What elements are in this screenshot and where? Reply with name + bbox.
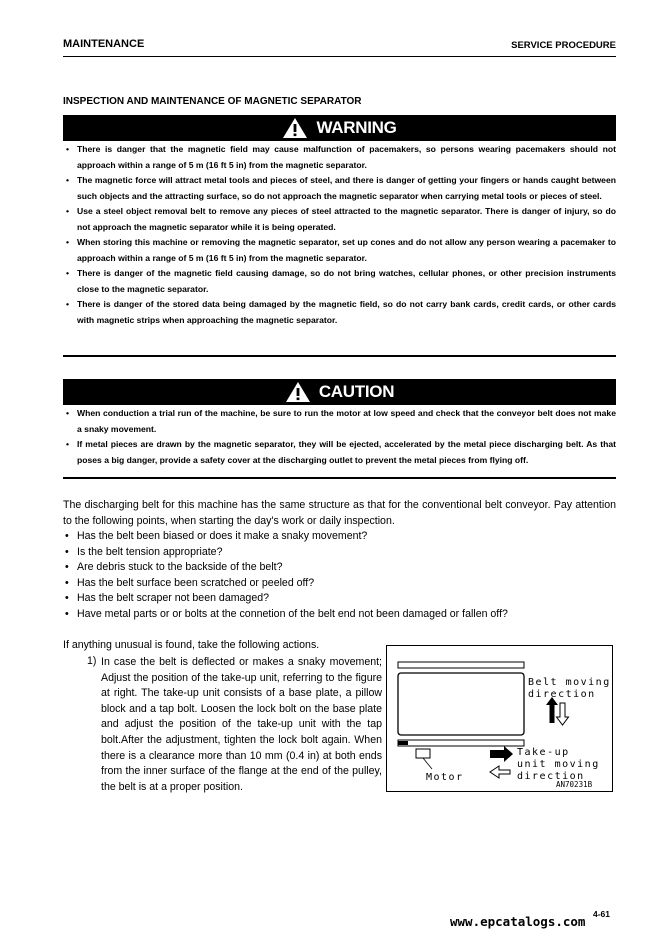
list-item: • There is danger of the magnetic field causing damage, so do not bring watches, cellular phones, or other precision instruments close to the magnetic separator. xyxy=(63,266,616,297)
website-watermark: www.epcatalogs.com xyxy=(450,914,586,929)
warning-bottom-rule xyxy=(63,355,616,357)
warning-triangle-icon xyxy=(285,381,311,403)
section-title: INSPECTION AND MAINTENANCE OF MAGNETIC SEPARATOR xyxy=(63,96,362,107)
list-item: • There is danger that the magnetic field may cause malfunction of pacemakers, so persons wearing pacemakers should not approach within a range of 5 m (16 ft 5 in) from the magnetic separator. xyxy=(63,142,616,173)
list-item: • Is the belt tension appropriate? xyxy=(63,545,616,561)
header-rule xyxy=(63,56,616,57)
list-item: • Have metal parts or or bolts at the connetion of the belt end not been damaged or fallen off? xyxy=(63,607,616,623)
warning-title: WARNING xyxy=(316,118,397,137)
list-item: • Has the belt surface been scratched or peeled off? xyxy=(63,576,616,592)
take-up-unit-figure xyxy=(386,645,613,792)
list-item: • Use a steel object removal belt to remove any pieces of steel attracted to the magnetic separator. There is danger of injury, so do not approach the magnetic separator while it is being operated. xyxy=(63,204,616,235)
list-item: • If metal pieces are drawn by the magnetic separator, they will be ejected, accelerated by the metal piece discharging belt. As that poses a big danger, provide a safety cover at the discharging outlet to prevent the metal pieces from flying off. xyxy=(63,437,616,468)
caution-list xyxy=(63,406,616,468)
figure-label-takeup-2: unit moving xyxy=(517,759,600,770)
warning-list xyxy=(63,142,616,328)
list-item: • Has the belt scraper not been damaged? xyxy=(63,591,616,607)
figure-label-takeup-3: direction xyxy=(517,771,585,782)
list-item: • There is danger of the stored data being damaged by the magnetic field, so do not carry bank cards, credit cards, or other cards with magnetic strips when approaching the magnetic separator. xyxy=(63,297,616,328)
intro-paragraph: The discharging belt for this machine has the same structure as that for the conventional belt conveyor. Pay attention to the following points, when starting the day's work or daily inspection. xyxy=(63,499,616,527)
list-item: • Are debris stuck to the backside of the belt? xyxy=(63,560,616,576)
figure-label-belt-1: Belt moving xyxy=(528,677,611,688)
caution-bottom-rule xyxy=(63,477,616,479)
figure-label-takeup-1: Take-up xyxy=(517,747,570,758)
figure-label-belt-2: direction xyxy=(528,689,596,700)
step-number: 1) xyxy=(87,655,97,667)
figure-label-motor: Motor xyxy=(426,772,464,783)
list-item: • When storing this machine or removing the magnetic separator, set up cones and do not allow any person wearing a pacemaker to approach within a range of 5 m (16 ft 5 in) from the magnetic separator. xyxy=(63,235,616,266)
page-number: 4-61 xyxy=(593,909,611,919)
warning-banner xyxy=(63,115,616,141)
warning-triangle-icon xyxy=(282,117,308,139)
header-right: SERVICE PROCEDURE xyxy=(511,40,616,51)
caution-title: CAUTION xyxy=(318,382,395,401)
list-item: • The magnetic force will attract metal tools and pieces of steel, and there is danger of getting your fingers or hands caught between such objects and the attracting surface, so do not approach the magnetic separator when carrying metal tools or pieces of steel. xyxy=(63,173,616,204)
list-item: • When conduction a trial run of the machine, be sure to run the motor at low speed and check that the conveyor belt does not make a snaky movement. xyxy=(63,406,616,437)
figure-code: AN70231B xyxy=(556,780,593,789)
actions-intro: If anything unusual is found, take the following actions. xyxy=(63,639,320,651)
list-item: • Has the belt been biased or does it make a snaky movement? xyxy=(63,529,616,545)
caution-banner xyxy=(63,379,616,405)
checkpoint-list xyxy=(63,529,616,622)
header-left: MAINTENANCE xyxy=(63,38,145,50)
step-text: In case the belt is deflected or makes a snaky movement; Adjust the position of the take-up unit, referring to the figure at right. The take-up unit consists of a base plate, a pillow block and a tap bolt. Loosen the lock bolt on the base plate and adjust the position of the take-up unit with the tap bolt.After the adjustment, tighten the lock bolt again. When there is a clearance more than 10 mm (0.4 in) at both ends from the inner surface of the flange at the end of the pulley, the belt is at a proper position. xyxy=(101,656,382,793)
